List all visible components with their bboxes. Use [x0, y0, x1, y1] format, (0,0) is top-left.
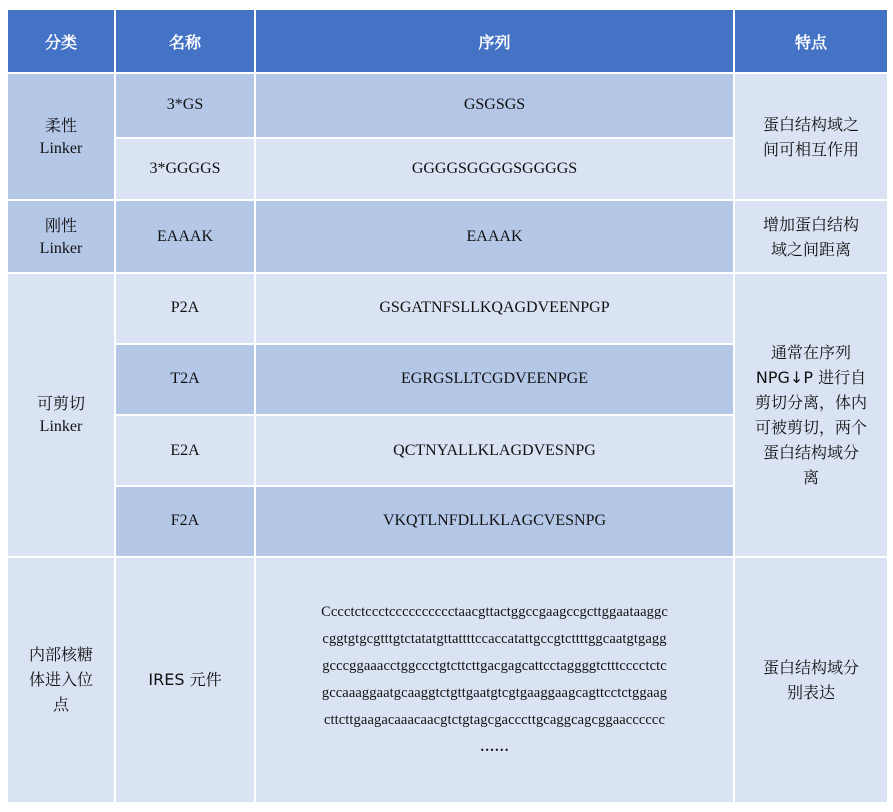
- header-row: [8, 10, 887, 72]
- category-ires-line: 点: [52, 695, 69, 715]
- feature-line: 通常在序列: [770, 342, 851, 362]
- feature-line: 别表达: [786, 682, 835, 702]
- feature-line: 间可相互作用: [762, 139, 859, 159]
- table-row: [8, 274, 887, 342]
- category-ires-line: 体进入位: [28, 670, 93, 690]
- ires-sequence-line: cttcttgaagacaaacaacgtctgtagcgacccttgcaggcagcggaacccccc: [323, 711, 666, 728]
- feature-rigid: [735, 201, 887, 272]
- table-row: [8, 558, 887, 802]
- header-name: 名称: [116, 10, 254, 72]
- sequence-cell: GSGATNFSLLKQAGDVEENPGP: [256, 274, 733, 342]
- category-flexible-cn: 柔性: [44, 116, 77, 136]
- category-cleavable-cn: 可剪切: [36, 394, 85, 414]
- header-feature: 特点: [735, 10, 887, 72]
- ires-sequence-line: gccaaaggaatgcaaggtctgttgaatgtcgtgaaggaagcagttcctctggaag: [321, 684, 668, 701]
- ires-sequence-ellipsis: ……: [479, 738, 510, 755]
- ires-sequence-line: cggtgtgcgtttgtctatatgttattttccaccatattgccgtcttttggcaatgtgagg: [322, 630, 667, 647]
- feature-line: 剪切分离，体内: [754, 392, 867, 412]
- sequence-cell: QCTNYALLKLAGDVESNPG: [256, 416, 733, 485]
- feature-flexible: [735, 74, 887, 199]
- category-flexible: [8, 74, 114, 199]
- category-rigid-en: Linker: [39, 240, 83, 258]
- feature-line: 蛋白结构域之: [762, 114, 859, 134]
- ires-sequence-line: gcccggaaacctggccctgtcttcttgacgagcattcctaggggtctttcccctctc: [322, 657, 667, 674]
- name-cell: F2A: [116, 487, 254, 555]
- sequence-cell: EGRGSLLTCGDVEENPGE: [256, 345, 733, 414]
- category-ires: [8, 558, 114, 802]
- sequence-cell: GGGGSGGGGSGGGGS: [256, 139, 733, 199]
- feature-line: 域之间距离: [770, 239, 851, 259]
- feature-line: 蛋白结构域分: [762, 657, 859, 677]
- name-cell: E2A: [116, 416, 254, 485]
- sequence-cell: EAAAK: [256, 201, 733, 272]
- category-cleavable: [8, 274, 114, 555]
- sequence-cell: GSGSGS: [256, 74, 733, 136]
- feature-line: 增加蛋白结构: [762, 214, 859, 234]
- feature-line: 离: [802, 467, 819, 487]
- feature-ires: [735, 558, 887, 802]
- category-flexible-en: Linker: [39, 140, 83, 158]
- name-cell: 3*GS: [116, 74, 254, 136]
- name-cell: IRES 元件: [116, 558, 254, 802]
- feature-line: 蛋白结构域分: [762, 442, 859, 462]
- ires-sequence-cell: [256, 558, 733, 802]
- linker-table: [6, 8, 889, 804]
- name-cell: 3*GGGGS: [116, 139, 254, 199]
- name-cell: T2A: [116, 345, 254, 414]
- sequence-cell: VKQTLNFDLLKLAGCVESNPG: [256, 487, 733, 555]
- category-cleavable-en: Linker: [39, 418, 83, 436]
- ires-sequence-line: Cccctctccctcccccccccctaacgttactggccgaagccgcttggaataaggc: [321, 603, 668, 620]
- feature-line: NPG↓P 进行自: [755, 367, 867, 387]
- feature-cleavable: [735, 274, 887, 555]
- category-rigid-cn: 刚性: [44, 216, 77, 236]
- name-cell: P2A: [116, 274, 254, 342]
- table-row: [8, 201, 887, 272]
- name-cell: EAAAK: [116, 201, 254, 272]
- category-ires-line: 内部核糖: [28, 645, 93, 665]
- header-sequence: 序列: [256, 10, 733, 72]
- table-row: [8, 74, 887, 136]
- header-category: 分类: [8, 10, 114, 72]
- category-rigid: [8, 201, 114, 272]
- feature-line: 可被剪切，两个: [754, 417, 867, 437]
